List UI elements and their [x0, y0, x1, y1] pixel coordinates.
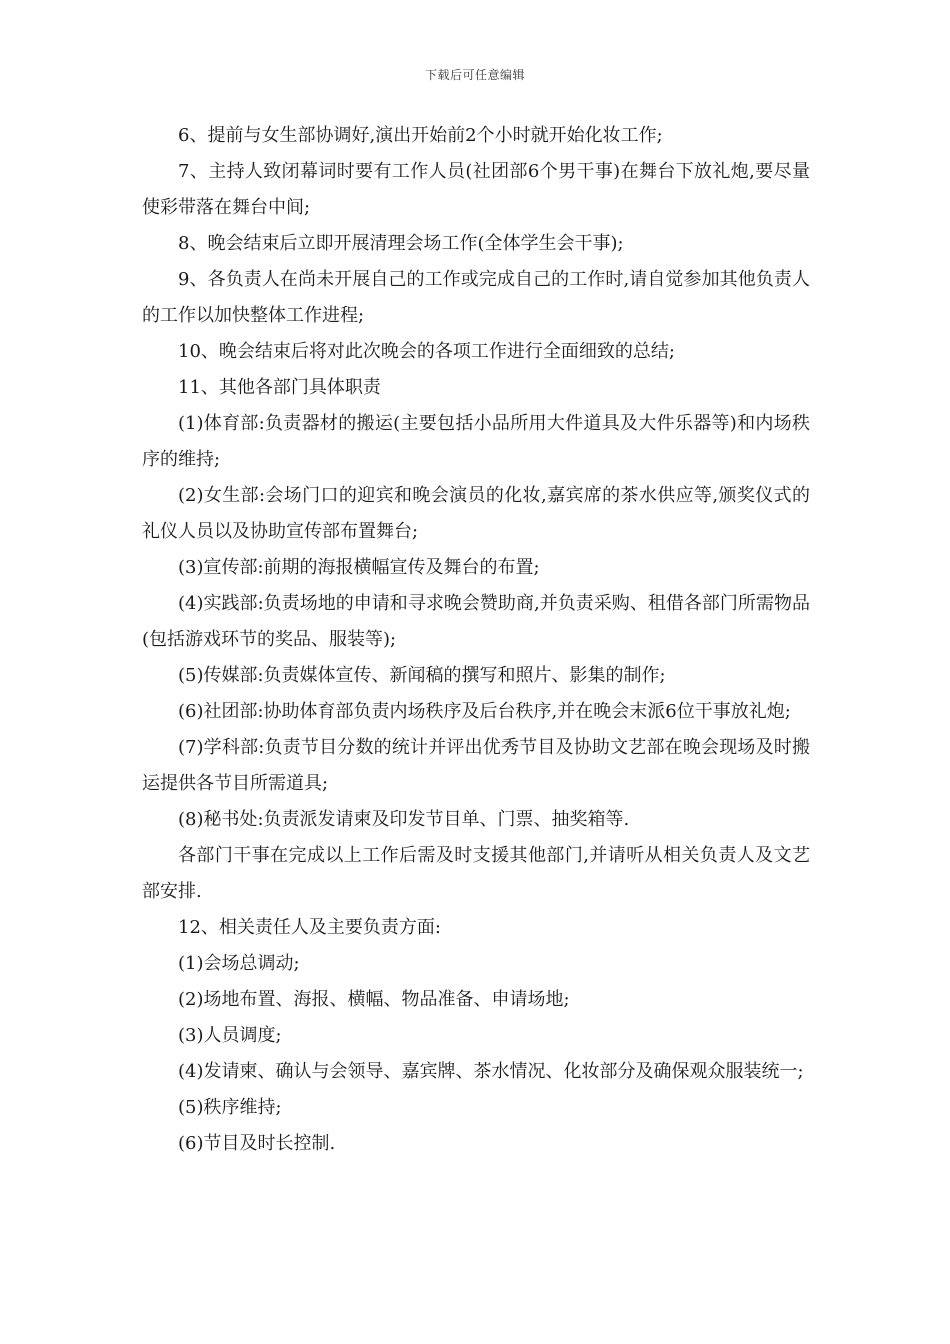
- responsibility-4: (4)发请柬、确认与会领导、嘉宾牌、茶水情况、化妆部分及确保观众服装统一;: [178, 1061, 804, 1082]
- paragraph-item-8: 8、晚会结束后立即开展清理会场工作(全体学生会干事);: [178, 233, 624, 254]
- responsibility-5: (5)秩序维持;: [178, 1097, 282, 1118]
- responsibility-3: (3)人员调度;: [178, 1025, 282, 1046]
- paragraph-item-12: 12、相关责任人及主要负责方面:: [178, 917, 441, 938]
- paragraph-item-7: 7、主持人致闭幕词时要有工作人员(社团部6个男干事)在舞台下放礼炮,要尽量使彩带落在舞台中间;: [142, 161, 810, 218]
- paragraph-item-9: 9、各负责人在尚未开展自己的工作或完成自己的工作时,请自觉参加其他负责人的工作以加快整体工作进程;: [142, 269, 810, 326]
- duty-club-dept: (6)社团部:协助体育部负责内场秩序及后台秩序,并在晚会末派6位干事放礼炮;: [178, 701, 791, 722]
- page-header: 下载后可任意编辑: [424, 68, 525, 82]
- duty-female-dept: (2)女生部:会场门口的迎宾和晚会演员的化妆,嘉宾席的茶水供应等,颁奖仪式的礼仪人员以及协助宣传部布置舞台;: [142, 485, 810, 542]
- paragraph-item-10: 10、晚会结束后将对此次晚会的各项工作进行全面细致的总结;: [178, 341, 675, 362]
- responsibility-1: (1)会场总调动;: [178, 953, 300, 974]
- duty-secretariat: (8)秘书处:负责派发请柬及印发节目单、门票、抽奖箱等.: [178, 809, 630, 830]
- duty-practice-dept: (4)实践部:负责场地的申请和寻求晚会赞助商,并负责采购、租借各部门所需物品(包括游戏环节的奖品、服装等);: [142, 593, 810, 650]
- paragraph-item-11: 11、其他各部门具体职责: [178, 377, 381, 398]
- responsibility-2: (2)场地布置、海报、横幅、物品准备、申请场地;: [178, 989, 570, 1010]
- paragraph-item-6: 6、提前与女生部协调好,演出开始前2个小时就开始化妆工作;: [178, 125, 663, 146]
- paragraph-all-staff: 各部门干事在完成以上工作后需及时支援其他部门,并请听从相关负责人及文艺部安排.: [142, 845, 810, 902]
- responsibility-6: (6)节目及时长控制.: [178, 1133, 336, 1154]
- duty-publicity-dept: (3)宣传部:前期的海报横幅宣传及舞台的布置;: [178, 557, 540, 578]
- duty-media-dept: (5)传媒部:负责媒体宣传、新闻稿的撰写和照片、影集的制作;: [178, 665, 666, 686]
- duty-sports-dept: (1)体育部:负责器材的搬运(主要包括小品所用大件道具及大件乐器等)和内场秩序的维持;: [142, 413, 810, 470]
- document-body: [142, 118, 810, 1162]
- duty-academic-dept: (7)学科部:负责节目分数的统计并评出优秀节目及协助文艺部在晚会现场及时搬运提供各节目所需道具;: [142, 737, 810, 794]
